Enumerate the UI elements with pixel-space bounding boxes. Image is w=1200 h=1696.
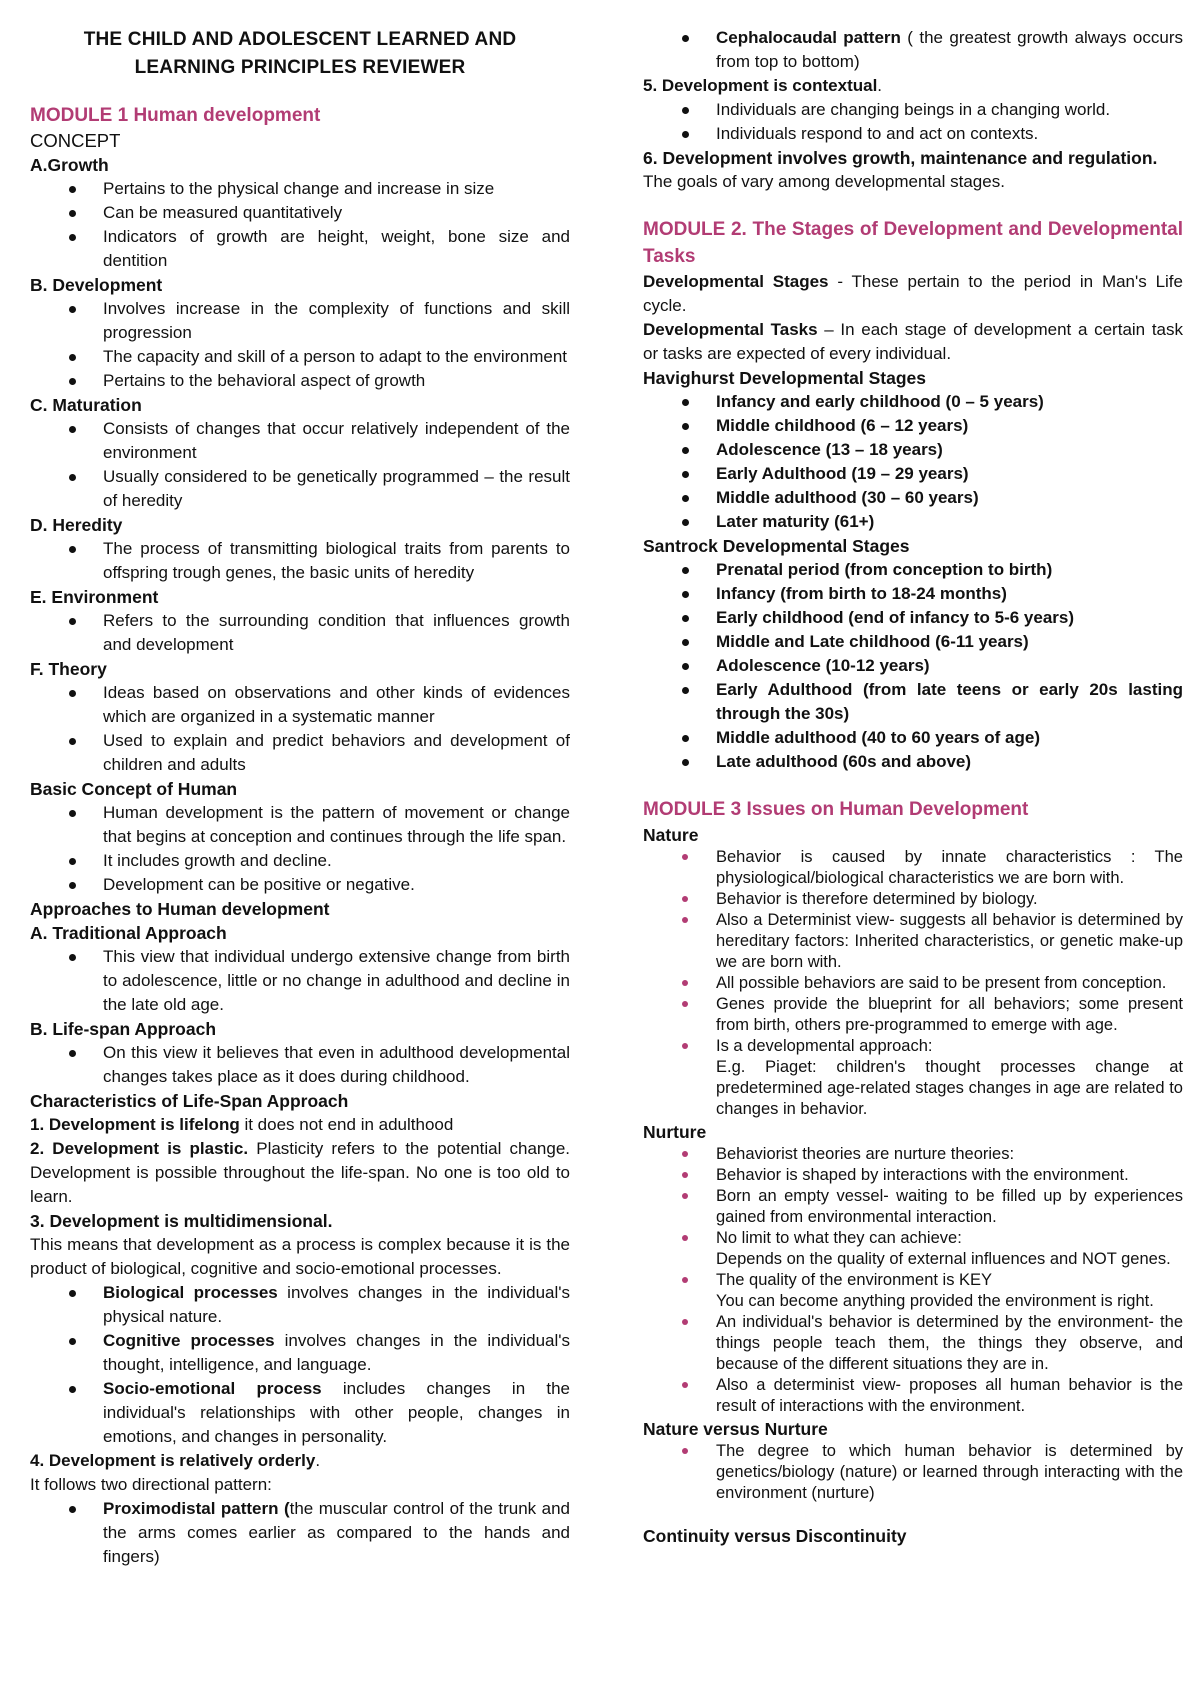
developmental-stages-definition bbox=[643, 270, 1183, 318]
list-item: Individuals respond to and act on contexts. bbox=[716, 122, 1183, 146]
characteristic-6-title: 6. Development involves growth, maintenance and regulation. bbox=[643, 148, 1158, 168]
approaches-heading: Approaches to Human development bbox=[30, 899, 330, 919]
nature-heading: Nature bbox=[643, 825, 699, 845]
lifespan-approach-list bbox=[30, 1041, 570, 1089]
continuity-heading: Continuity versus Discontinuity bbox=[643, 1526, 907, 1546]
basic-concept-list bbox=[30, 801, 570, 897]
spacer bbox=[643, 1504, 1183, 1524]
list-item bbox=[716, 1228, 1183, 1270]
characteristic-5-title: 5. Development is contextual bbox=[643, 76, 878, 95]
list-item: Used to explain and predict behaviors and development of children and adults bbox=[103, 729, 570, 777]
characteristic-5-dot: . bbox=[877, 76, 883, 95]
module-2-heading: MODULE 2. The Stages of Development and Developmental Tasks bbox=[643, 219, 1183, 267]
list-item bbox=[103, 1377, 570, 1449]
list-item: Indicators of growth are height, weight, bone size and dentition bbox=[103, 225, 570, 273]
characteristic-1-text: it does not end in adulthood bbox=[239, 1115, 454, 1134]
characteristics-heading: Characteristics of Life-Span Approach bbox=[30, 1091, 349, 1111]
process-title: Biological processes bbox=[103, 1283, 278, 1302]
nature-developmental-approach: Is a developmental approach: bbox=[716, 1037, 933, 1055]
nurture-list bbox=[643, 1144, 1183, 1417]
list-item: It includes growth and decline. bbox=[103, 849, 570, 873]
process-text: involves changes in the individual's thought, intelligence, and language. bbox=[103, 1331, 571, 1374]
characteristic-4-title: 4. Development is relatively orderly bbox=[30, 1451, 316, 1470]
list-item: Infancy (from birth to 18-24 months) bbox=[716, 582, 1183, 606]
developmental-stages-text: - These pertain to the period in Man's Life cycle. bbox=[643, 272, 1183, 315]
characteristic-5 bbox=[643, 74, 1183, 98]
module-3-heading: MODULE 3 Issues on Human Development bbox=[643, 799, 1029, 820]
list-item: Pertains to the physical change and increase in size bbox=[103, 177, 570, 201]
list-item: The capacity and skill of a person to adapt to the environment bbox=[103, 345, 570, 369]
contextual-list bbox=[643, 98, 1183, 146]
list-item: Middle adulthood (30 – 60 years) bbox=[716, 486, 1183, 510]
heredity-list bbox=[30, 537, 570, 585]
list-item: This view that individual undergo extensive change from birth to adolescence, little or no change in adulthood and decline in the late old age. bbox=[103, 945, 570, 1017]
right-column bbox=[643, 26, 1183, 1548]
environment-heading: E. Environment bbox=[30, 587, 159, 607]
basic-concept-heading: Basic Concept of Human bbox=[30, 779, 238, 799]
list-item bbox=[716, 1270, 1183, 1312]
list-item: Behaviorist theories are nurture theories: bbox=[716, 1144, 1183, 1165]
concept-heading: CONCEPT bbox=[30, 130, 121, 151]
list-item: Middle and Late childhood (6-11 years) bbox=[716, 630, 1183, 654]
list-item: Usually considered to be genetically programmed – the result of heredity bbox=[103, 465, 570, 513]
list-item: The process of transmitting biological traits from parents to offspring trough genes, the basic units of heredity bbox=[103, 537, 570, 585]
patterns-list bbox=[30, 1497, 570, 1569]
traditional-approach-list bbox=[30, 945, 570, 1017]
characteristic-2 bbox=[30, 1137, 570, 1209]
nature-vs-nurture-heading: Nature versus Nurture bbox=[643, 1419, 828, 1439]
list-item: Behavior is therefore determined by biology. bbox=[716, 889, 1183, 910]
list-item: Can be measured quantitatively bbox=[103, 201, 570, 225]
list-item bbox=[103, 1329, 570, 1377]
growth-heading: A.Growth bbox=[30, 155, 109, 175]
list-item: Development can be positive or negative. bbox=[103, 873, 570, 897]
list-item: Adolescence (10-12 years) bbox=[716, 654, 1183, 678]
heredity-heading: D. Heredity bbox=[30, 515, 123, 535]
list-item: Genes provide the blueprint for all behaviors; some present from birth, others pre-programmed to emerge with age. bbox=[716, 995, 1183, 1034]
list-item: Early Adulthood (from late teens or early 20s lasting through the 30s) bbox=[716, 678, 1183, 726]
santrock-list bbox=[643, 558, 1183, 774]
list-item: Refers to the surrounding condition that influences growth and development bbox=[103, 609, 570, 657]
nurture-quality: The quality of the environment is KEY bbox=[716, 1271, 993, 1289]
characteristic-4 bbox=[30, 1449, 570, 1473]
list-item: Middle childhood (6 – 12 years) bbox=[716, 414, 1183, 438]
characteristic-1-title: 1. Development is lifelong bbox=[30, 1115, 240, 1134]
characteristic-2-text: Plasticity refers to the potential change. Development is possible throughout the life-span. No one is too old to learn. bbox=[30, 1139, 570, 1206]
list-item: Consists of changes that occur relatively independent of the environment bbox=[103, 417, 570, 465]
title-line-1: THE CHILD AND ADOLESCENT LEARNED AND bbox=[83, 29, 517, 50]
list-item: Born an empty vessel- waiting to be filled up by experiences gained from environmental interaction. bbox=[716, 1187, 1183, 1226]
list-item: Also a Determinist view- suggests all behavior is determined by hereditary factors: Inherited characteristics, or genetic make-up we are born with. bbox=[716, 911, 1183, 971]
havighurst-list bbox=[643, 390, 1183, 534]
nurture-depends: Depends on the quality of external influences and NOT genes. bbox=[716, 1250, 1171, 1268]
document-title bbox=[30, 26, 570, 82]
process-title: Cognitive processes bbox=[103, 1331, 275, 1350]
lifespan-approach-heading: B. Life-span Approach bbox=[30, 1019, 217, 1039]
list-item: Pertains to the behavioral aspect of growth bbox=[103, 369, 570, 393]
nature-list bbox=[643, 847, 1183, 1120]
characteristic-3-title: 3. Development is multidimensional. bbox=[30, 1211, 333, 1231]
list-item bbox=[716, 1036, 1183, 1120]
characteristic-6-text: The goals of vary among developmental stages. bbox=[643, 172, 1005, 191]
list-item: Later maturity (61+) bbox=[716, 510, 1183, 534]
list-item bbox=[103, 1281, 570, 1329]
pattern-text: the muscular control of the trunk and the arms comes earlier as compared to the hands and fingers) bbox=[103, 1499, 570, 1566]
nature-piaget-example: E.g. Piaget: children's thought processes change at predetermined age-related stages changes in age are related to changes in behavior. bbox=[716, 1058, 1183, 1118]
maturation-list bbox=[30, 417, 570, 513]
processes-list bbox=[30, 1281, 570, 1449]
process-text: involves changes in the individual's physical nature. bbox=[103, 1283, 570, 1326]
list-item: Involves increase in the complexity of functions and skill progression bbox=[103, 297, 570, 345]
characteristic-3-text: This means that development as a process is complex because it is the product of biological, cognitive and socio-emotional processes. bbox=[30, 1235, 570, 1278]
list-item: Infancy and early childhood (0 – 5 years) bbox=[716, 390, 1183, 414]
theory-heading: F. Theory bbox=[30, 659, 107, 679]
havighurst-heading: Havighurst Developmental Stages bbox=[643, 368, 926, 388]
development-list bbox=[30, 297, 570, 393]
list-item: Individuals are changing beings in a changing world. bbox=[716, 98, 1183, 122]
patterns-list-continued bbox=[643, 26, 1183, 74]
list-item bbox=[716, 26, 1183, 74]
list-item: Adolescence (13 – 18 years) bbox=[716, 438, 1183, 462]
characteristic-2-title: 2. Development is plastic. bbox=[30, 1139, 249, 1158]
developmental-stages-term: Developmental Stages bbox=[643, 272, 829, 291]
list-item: Late adulthood (60s and above) bbox=[716, 750, 1183, 774]
title-line-2: LEARNING PRINCIPLES REVIEWER bbox=[134, 57, 466, 78]
pattern-title: Cephalocaudal pattern bbox=[716, 28, 901, 47]
list-item: An individual's behavior is determined by the environment- the things people teach them, the things they observe, and because of the different situations they are in. bbox=[716, 1313, 1183, 1373]
process-title: Socio-emotional process bbox=[103, 1379, 322, 1398]
nurture-anything: You can become anything provided the environment is right. bbox=[716, 1292, 1154, 1310]
traditional-approach-heading: A. Traditional Approach bbox=[30, 923, 227, 943]
pattern-text: ( the greatest growth always occurs from top to bottom) bbox=[716, 28, 1183, 71]
list-item: Prenatal period (from conception to birth) bbox=[716, 558, 1183, 582]
list-item: Middle adulthood (40 to 60 years of age) bbox=[716, 726, 1183, 750]
list-item bbox=[103, 1497, 570, 1569]
developmental-tasks-definition bbox=[643, 318, 1183, 366]
theory-list bbox=[30, 681, 570, 777]
left-column bbox=[30, 26, 570, 1569]
list-item: Also a determinist view- proposes all human behavior is the result of interactions with the environment. bbox=[716, 1376, 1183, 1415]
growth-list bbox=[30, 177, 570, 273]
list-item: Human development is the pattern of movement or change that begins at conception and continues through the life span. bbox=[103, 801, 570, 849]
list-item: Behavior is shaped by interactions with the environment. bbox=[716, 1165, 1183, 1186]
list-item: Behavior is caused by innate characteristics : The physiological/biological characteristics we are born with. bbox=[716, 848, 1183, 887]
characteristic-4-text: It follows two directional pattern: bbox=[30, 1475, 272, 1494]
developmental-tasks-text: – In each stage of development a certain task or tasks are expected of every individual. bbox=[643, 320, 1183, 363]
santrock-heading: Santrock Developmental Stages bbox=[643, 536, 910, 556]
environment-list bbox=[30, 609, 570, 657]
characteristic-1 bbox=[30, 1113, 570, 1137]
characteristic-4-dot: . bbox=[315, 1451, 321, 1470]
list-item: The degree to which human behavior is determined by genetics/biology (nature) or learned through interacting with the environment (nurture) bbox=[716, 1442, 1183, 1502]
pattern-title: Proximodistal pattern ( bbox=[103, 1499, 290, 1518]
list-item: On this view it believes that even in adulthood developmental changes takes place as it does during childhood. bbox=[103, 1041, 570, 1089]
list-item: Ideas based on observations and other kinds of evidences which are organized in a systematic manner bbox=[103, 681, 570, 729]
nature-vs-nurture-list bbox=[643, 1441, 1183, 1504]
developmental-tasks-term: Developmental Tasks bbox=[643, 320, 818, 339]
list-item: All possible behaviors are said to be present from conception. bbox=[716, 973, 1183, 994]
nurture-heading: Nurture bbox=[643, 1122, 707, 1142]
list-item: Early Adulthood (19 – 29 years) bbox=[716, 462, 1183, 486]
list-item: Early childhood (end of infancy to 5-6 years) bbox=[716, 606, 1183, 630]
module-1-heading: MODULE 1 Human development bbox=[30, 105, 321, 126]
nurture-no-limit: No limit to what they can achieve: bbox=[716, 1229, 962, 1247]
maturation-heading: C. Maturation bbox=[30, 395, 142, 415]
development-heading: B. Development bbox=[30, 275, 163, 295]
process-text: includes changes in the individual's relationships with other people, changes in emotions, and changes in personality. bbox=[103, 1379, 570, 1446]
